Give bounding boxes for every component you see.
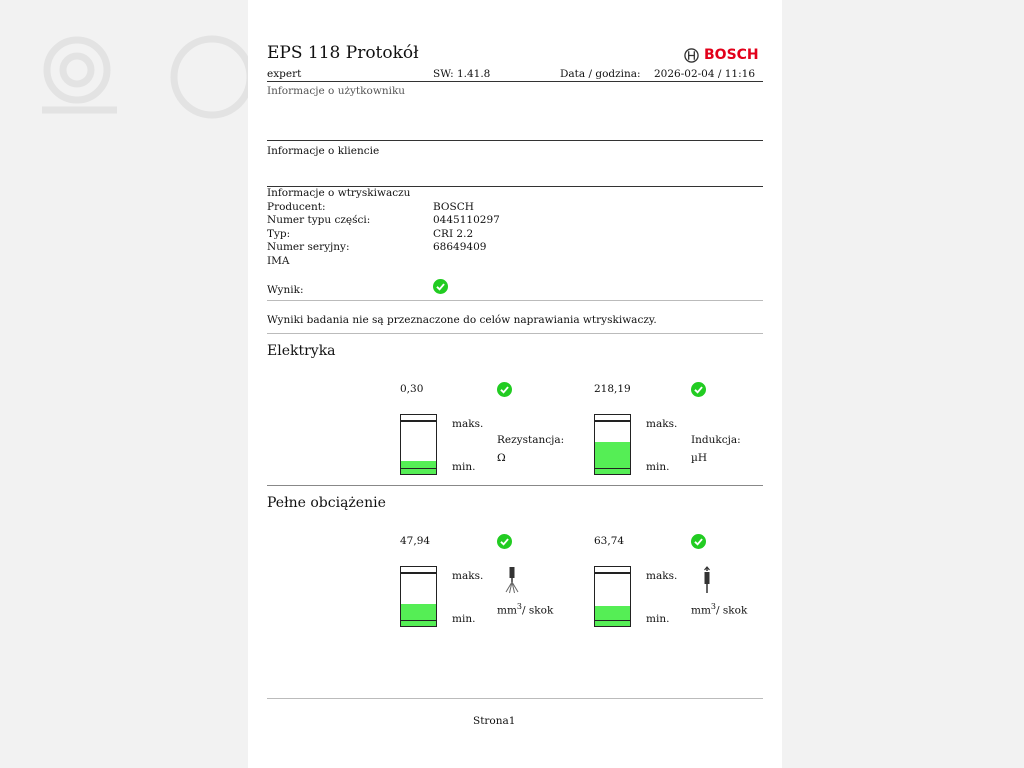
notice-text: Wyniki badania nie są przeznaczone do celów naprawiania wtryskiwaczy. bbox=[267, 314, 657, 326]
gauge-min-line bbox=[595, 468, 630, 470]
client-info-heading: Informacje o kliencie bbox=[267, 145, 380, 157]
full-load-left-gauge-fill bbox=[401, 604, 436, 626]
inductance-value: 218,19 bbox=[594, 383, 631, 395]
resistance-max-label: maks. bbox=[452, 418, 484, 430]
full-load-left-gauge bbox=[400, 566, 437, 627]
electrics-heading: Elektryka bbox=[267, 343, 336, 359]
type-label: Typ: bbox=[267, 228, 291, 240]
inductance-unit: µH bbox=[691, 452, 707, 464]
page-title: EPS 118 Protokół bbox=[267, 43, 419, 63]
producer-label: Producent: bbox=[267, 201, 326, 213]
gauge-min-line bbox=[595, 620, 630, 622]
resistance-ok-icon bbox=[497, 382, 512, 397]
full-load-right-ok-icon bbox=[691, 534, 706, 549]
type-value: CRI 2.2 bbox=[433, 228, 474, 240]
electrics-divider bbox=[267, 485, 763, 486]
inductance-ok-icon bbox=[691, 382, 706, 397]
full-load-left-max-label: maks. bbox=[452, 570, 484, 582]
gauge-max-line bbox=[401, 572, 436, 574]
producer-value: BOSCH bbox=[433, 201, 474, 213]
ima-label: IMA bbox=[267, 255, 290, 267]
inductance-min-label: min. bbox=[646, 461, 670, 473]
result-label: Wynik: bbox=[267, 284, 304, 296]
user-info-divider bbox=[267, 140, 763, 141]
full-load-right-min-label: min. bbox=[646, 613, 670, 625]
bosch-armature-icon bbox=[684, 48, 699, 63]
date-label: Data / godzina: bbox=[560, 68, 641, 80]
gauge-max-line bbox=[595, 420, 630, 422]
full-load-left-min-label: min. bbox=[452, 613, 476, 625]
full-load-right-max-label: maks. bbox=[646, 570, 678, 582]
injector-info-heading: Informacje o wtryskiwaczu bbox=[267, 187, 411, 199]
resistance-value: 0,30 bbox=[400, 383, 424, 395]
user-info-heading: Informacje o użytkowniku bbox=[267, 85, 406, 97]
resistance-label: Rezystancja: bbox=[497, 434, 565, 446]
gauge-min-line bbox=[401, 620, 436, 622]
result-divider bbox=[267, 300, 763, 301]
notice-divider bbox=[267, 333, 763, 334]
part-number-value: 0445110297 bbox=[433, 214, 500, 226]
footer-divider bbox=[267, 698, 763, 699]
full-load-right-value: 63,74 bbox=[594, 535, 625, 547]
gauge-min-line bbox=[401, 468, 436, 470]
serial-value: 68649409 bbox=[433, 241, 487, 253]
gauge-max-line bbox=[595, 572, 630, 574]
gauge-max-line bbox=[401, 420, 436, 422]
full-load-heading: Pełne obciążenie bbox=[267, 495, 386, 511]
inductance-label: Indukcja: bbox=[691, 434, 741, 446]
brand-logo bbox=[684, 47, 759, 63]
full-load-right-unit: $mm^3/$ skok bbox=[691, 602, 748, 617]
full-load-left-ok-icon bbox=[497, 534, 512, 549]
brand-name: BOSCH bbox=[704, 47, 759, 63]
inductance-max-label: maks. bbox=[646, 418, 678, 430]
full-load-right-gauge bbox=[594, 566, 631, 627]
resistance-gauge bbox=[400, 414, 437, 475]
inductance-gauge-fill bbox=[595, 442, 630, 474]
injection-spray-icon bbox=[504, 566, 520, 594]
header-divider bbox=[267, 81, 763, 82]
part-number-label: Numer typu części: bbox=[267, 214, 371, 226]
resistance-min-label: min. bbox=[452, 461, 476, 473]
injector-return-icon bbox=[699, 566, 715, 594]
full-load-left-value: 47,94 bbox=[400, 535, 431, 547]
resistance-unit: Ω bbox=[497, 452, 506, 464]
report-page bbox=[248, 0, 782, 768]
mode-label: expert bbox=[267, 68, 302, 80]
software-version: SW: 1.41.8 bbox=[433, 68, 491, 80]
result-ok-icon bbox=[433, 279, 448, 294]
date-value: 2026-02-04 / 11:16 bbox=[654, 68, 756, 80]
inductance-gauge bbox=[594, 414, 631, 475]
serial-label: Numer seryjny: bbox=[267, 241, 350, 253]
full-load-left-unit: $mm^3/$ skok bbox=[497, 602, 554, 617]
full-load-right-gauge-fill bbox=[595, 606, 630, 626]
page-number: Strona1 bbox=[473, 715, 516, 727]
